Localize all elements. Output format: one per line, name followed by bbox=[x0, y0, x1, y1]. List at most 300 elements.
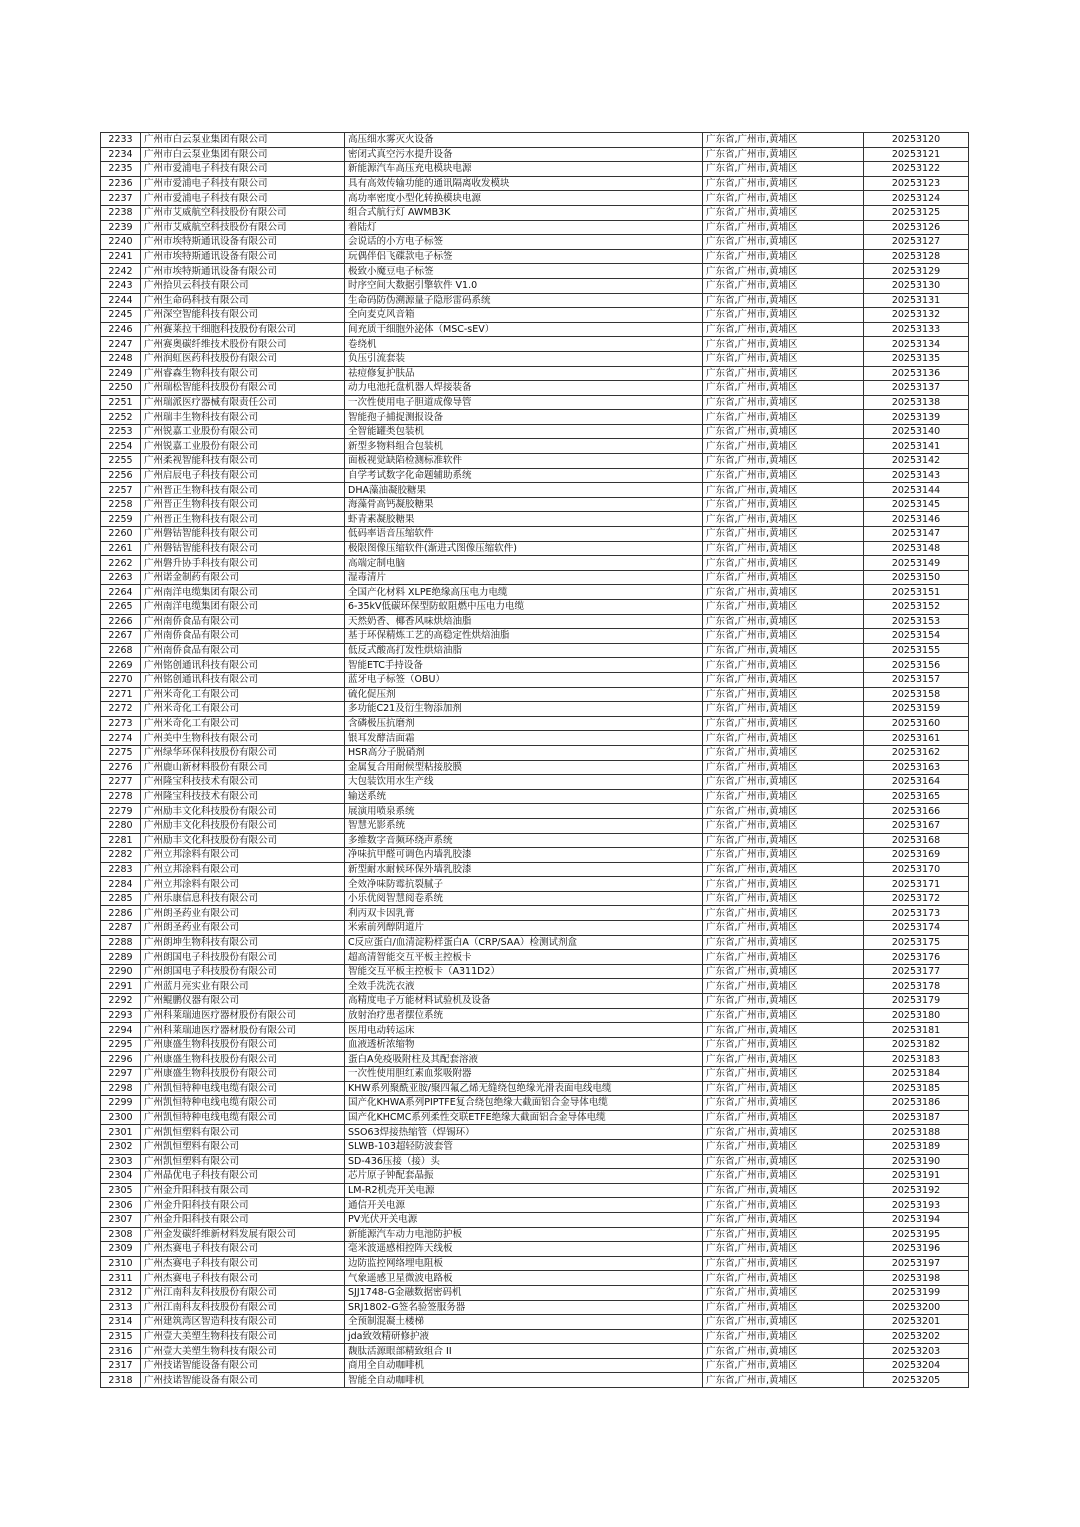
cert-code: 20253192 bbox=[864, 1183, 969, 1198]
table-row bbox=[101, 527, 969, 542]
region: 广东省,广州市,黄埔区 bbox=[703, 1139, 864, 1154]
product-name: 气象遥感卫星微波电路板 bbox=[345, 1271, 703, 1286]
cert-code: 20253159 bbox=[864, 702, 969, 717]
product-name: SRJ1802-G签名验签服务器 bbox=[345, 1300, 703, 1315]
table-row bbox=[101, 848, 969, 863]
region: 广东省,广州市,黄埔区 bbox=[703, 1256, 864, 1271]
row-number: 2266 bbox=[101, 614, 141, 629]
row-number: 2277 bbox=[101, 775, 141, 790]
row-number: 2263 bbox=[101, 570, 141, 585]
table-row bbox=[101, 1271, 969, 1286]
product-name: 智能全自动咖啡机 bbox=[345, 1373, 703, 1388]
cert-code: 20253146 bbox=[864, 512, 969, 527]
product-name: 高端定制电脑 bbox=[345, 556, 703, 571]
table-row bbox=[101, 994, 969, 1009]
cert-code: 20253180 bbox=[864, 1008, 969, 1023]
cert-code: 20253171 bbox=[864, 877, 969, 892]
company-name: 广州晋正生物科技有限公司 bbox=[141, 497, 345, 512]
region: 广东省,广州市,黄埔区 bbox=[703, 570, 864, 585]
product-name: SSO63焊接热缩管（焊锡环） bbox=[345, 1125, 703, 1140]
company-name: 广州乐康信息科技有限公司 bbox=[141, 891, 345, 906]
region: 广东省,广州市,黄埔区 bbox=[703, 395, 864, 410]
row-number: 2261 bbox=[101, 541, 141, 556]
company-name: 广州江南科友科技股份有限公司 bbox=[141, 1300, 345, 1315]
region: 广东省,广州市,黄埔区 bbox=[703, 1125, 864, 1140]
cert-code: 20253198 bbox=[864, 1271, 969, 1286]
product-name: 一次性使用电子胆道成像导管 bbox=[345, 395, 703, 410]
company-name: 广州绿华环保科技股份有限公司 bbox=[141, 745, 345, 760]
region: 广东省,广州市,黄埔区 bbox=[703, 585, 864, 600]
cert-code: 20253181 bbox=[864, 1023, 969, 1038]
table-row bbox=[101, 1227, 969, 1242]
cert-code: 20253148 bbox=[864, 541, 969, 556]
row-number: 2243 bbox=[101, 278, 141, 293]
region: 广东省,广州市,黄埔区 bbox=[703, 1198, 864, 1213]
table-row bbox=[101, 454, 969, 469]
region: 广东省,广州市,黄埔区 bbox=[703, 424, 864, 439]
row-number: 2299 bbox=[101, 1096, 141, 1111]
cert-code: 20253166 bbox=[864, 804, 969, 819]
product-name: 天然奶香、椰香风味烘焙油脂 bbox=[345, 614, 703, 629]
table-body bbox=[101, 133, 969, 1388]
region: 广东省,广州市,黄埔区 bbox=[703, 833, 864, 848]
cert-code: 20253189 bbox=[864, 1139, 969, 1154]
cert-code: 20253163 bbox=[864, 760, 969, 775]
row-number: 2239 bbox=[101, 220, 141, 235]
table-row bbox=[101, 1300, 969, 1315]
row-number: 2234 bbox=[101, 147, 141, 162]
company-name: 广州市爱浦电子科技有限公司 bbox=[141, 162, 345, 177]
company-name: 广州杰赛电子科技有限公司 bbox=[141, 1256, 345, 1271]
company-name: 广州杰赛电子科技有限公司 bbox=[141, 1271, 345, 1286]
product-name: 芯片原子钟配套晶振 bbox=[345, 1169, 703, 1184]
product-name: 银耳发酵洁面霜 bbox=[345, 731, 703, 746]
product-name: KHW系列聚酰亚胺/聚四氟乙烯无缝绕包绝缘光滑表面电线电缆 bbox=[345, 1081, 703, 1096]
row-number: 2282 bbox=[101, 848, 141, 863]
row-number: 2314 bbox=[101, 1315, 141, 1330]
company-name: 广州睿森生物科技有限公司 bbox=[141, 366, 345, 381]
company-name: 广州凯恒塑料有限公司 bbox=[141, 1139, 345, 1154]
region: 广东省,广州市,黄埔区 bbox=[703, 600, 864, 615]
cert-code: 20253178 bbox=[864, 979, 969, 994]
table-row bbox=[101, 906, 969, 921]
table-row bbox=[101, 877, 969, 892]
row-number: 2250 bbox=[101, 381, 141, 396]
cert-code: 20253140 bbox=[864, 424, 969, 439]
company-name: 广州磐升协手科技有限公司 bbox=[141, 556, 345, 571]
table-row bbox=[101, 585, 969, 600]
product-name: 低码率语音压缩软件 bbox=[345, 527, 703, 542]
table-row bbox=[101, 731, 969, 746]
product-name: C反应蛋白/血清淀粉样蛋白A（CRP/SAA）检测试剂盒 bbox=[345, 935, 703, 950]
region: 广东省,广州市,黄埔区 bbox=[703, 979, 864, 994]
cert-code: 20253141 bbox=[864, 439, 969, 454]
table-row bbox=[101, 1125, 969, 1140]
company-name: 广州米奇化工有限公司 bbox=[141, 716, 345, 731]
region: 广东省,广州市,黄埔区 bbox=[703, 439, 864, 454]
row-number: 2278 bbox=[101, 789, 141, 804]
row-number: 2307 bbox=[101, 1212, 141, 1227]
company-name: 广州隆宝科技技术有限公司 bbox=[141, 775, 345, 790]
table-row bbox=[101, 220, 969, 235]
cert-code: 20253179 bbox=[864, 994, 969, 1009]
company-name: 广州铭创通讯科技有限公司 bbox=[141, 672, 345, 687]
company-name: 广州励丰文化科技股份有限公司 bbox=[141, 818, 345, 833]
company-name: 广州市爱浦电子科技有限公司 bbox=[141, 176, 345, 191]
row-number: 2267 bbox=[101, 629, 141, 644]
region: 广东省,广州市,黄埔区 bbox=[703, 775, 864, 790]
cert-code: 20253177 bbox=[864, 964, 969, 979]
cert-code: 20253142 bbox=[864, 454, 969, 469]
cert-code: 20253136 bbox=[864, 366, 969, 381]
table-row bbox=[101, 1023, 969, 1038]
cert-code: 20253201 bbox=[864, 1315, 969, 1330]
row-number: 2311 bbox=[101, 1271, 141, 1286]
row-number: 2251 bbox=[101, 395, 141, 410]
row-number: 2274 bbox=[101, 731, 141, 746]
company-name: 广州南洋电缆集团有限公司 bbox=[141, 600, 345, 615]
region: 广东省,广州市,黄埔区 bbox=[703, 308, 864, 323]
cert-code: 20253145 bbox=[864, 497, 969, 512]
region: 广东省,广州市,黄埔区 bbox=[703, 1358, 864, 1373]
row-number: 2308 bbox=[101, 1227, 141, 1242]
table-row bbox=[101, 512, 969, 527]
row-number: 2265 bbox=[101, 600, 141, 615]
cert-code: 20253170 bbox=[864, 862, 969, 877]
table-row bbox=[101, 556, 969, 571]
company-name: 广州市埃特斯通讯设备有限公司 bbox=[141, 249, 345, 264]
company-name: 广州技诺智能设备有限公司 bbox=[141, 1358, 345, 1373]
company-name: 广州晶优电子科技有限公司 bbox=[141, 1169, 345, 1184]
table-row bbox=[101, 1329, 969, 1344]
company-name: 广州科莱瑞迪医疗器材股份有限公司 bbox=[141, 1008, 345, 1023]
region: 广东省,广州市,黄埔区 bbox=[703, 760, 864, 775]
row-number: 2295 bbox=[101, 1037, 141, 1052]
product-name: 放射治疗患者摆位系统 bbox=[345, 1008, 703, 1023]
product-name: 负压引流套装 bbox=[345, 351, 703, 366]
region: 广东省,广州市,黄埔区 bbox=[703, 1227, 864, 1242]
row-number: 2283 bbox=[101, 862, 141, 877]
cert-code: 20253168 bbox=[864, 833, 969, 848]
row-number: 2260 bbox=[101, 527, 141, 542]
product-name: 边防监控网络埋电阻板 bbox=[345, 1256, 703, 1271]
region: 广东省,广州市,黄埔区 bbox=[703, 1212, 864, 1227]
row-number: 2233 bbox=[101, 133, 141, 148]
product-name: 智慧光影系统 bbox=[345, 818, 703, 833]
company-name: 广州市白云泵业集团有限公司 bbox=[141, 147, 345, 162]
company-name: 广州康盛生物科技股份有限公司 bbox=[141, 1052, 345, 1067]
cert-code: 20253125 bbox=[864, 205, 969, 220]
table-row bbox=[101, 804, 969, 819]
company-name: 广州金升阳科技有限公司 bbox=[141, 1198, 345, 1213]
cert-code: 20253132 bbox=[864, 308, 969, 323]
region: 广东省,广州市,黄埔区 bbox=[703, 293, 864, 308]
product-name: 着陆灯 bbox=[345, 220, 703, 235]
company-name: 广州南侨食品有限公司 bbox=[141, 643, 345, 658]
product-name: 展演用喷泉系统 bbox=[345, 804, 703, 819]
company-name: 广州南洋电缆集团有限公司 bbox=[141, 585, 345, 600]
table-row bbox=[101, 1081, 969, 1096]
row-number: 2244 bbox=[101, 293, 141, 308]
company-name: 广州南侨食品有限公司 bbox=[141, 629, 345, 644]
product-name: 新型多物料组合包装机 bbox=[345, 439, 703, 454]
region: 广东省,广州市,黄埔区 bbox=[703, 381, 864, 396]
company-name: 广州米奇化工有限公司 bbox=[141, 687, 345, 702]
company-name: 广州鹿山新材料股份有限公司 bbox=[141, 760, 345, 775]
region: 广东省,广州市,黄埔区 bbox=[703, 1081, 864, 1096]
product-name: 会说话的小方电子标签 bbox=[345, 235, 703, 250]
product-name: 一次性使用胆红素血浆吸附器 bbox=[345, 1067, 703, 1082]
row-number: 2292 bbox=[101, 994, 141, 1009]
table-row bbox=[101, 600, 969, 615]
region: 广东省,广州市,黄埔区 bbox=[703, 921, 864, 936]
company-name: 广州康盛生物科技股份有限公司 bbox=[141, 1037, 345, 1052]
region: 广东省,广州市,黄埔区 bbox=[703, 1067, 864, 1082]
cert-code: 20253144 bbox=[864, 483, 969, 498]
cert-code: 20253175 bbox=[864, 935, 969, 950]
company-name: 广州建筑湾区智造科技有限公司 bbox=[141, 1315, 345, 1330]
region: 广东省,广州市,黄埔区 bbox=[703, 994, 864, 1009]
region: 广东省,广州市,黄埔区 bbox=[703, 1285, 864, 1300]
table-row bbox=[101, 1198, 969, 1213]
table-row bbox=[101, 935, 969, 950]
company-name: 广州朗坤生物科技有限公司 bbox=[141, 935, 345, 950]
table-row bbox=[101, 293, 969, 308]
company-name: 广州锐嘉工业股份有限公司 bbox=[141, 424, 345, 439]
row-number: 2290 bbox=[101, 964, 141, 979]
region: 广东省,广州市,黄埔区 bbox=[703, 891, 864, 906]
product-list-table bbox=[100, 132, 969, 1388]
product-name: 小乐优阅智慧阅卷系统 bbox=[345, 891, 703, 906]
region: 广东省,广州市,黄埔区 bbox=[703, 1300, 864, 1315]
company-name: 广州市艾威航空科技股份有限公司 bbox=[141, 220, 345, 235]
company-name: 广州市埃特斯通讯设备有限公司 bbox=[141, 264, 345, 279]
product-name: 国产化KHWA系列PIPTFE复合绕包绝缘大截面铝合金导体电缆 bbox=[345, 1096, 703, 1111]
product-name: 智能ETC手持设备 bbox=[345, 658, 703, 673]
table-row bbox=[101, 891, 969, 906]
company-name: 广州蓝月亮实业有限公司 bbox=[141, 979, 345, 994]
row-number: 2262 bbox=[101, 556, 141, 571]
row-number: 2313 bbox=[101, 1300, 141, 1315]
product-name: 间充质干细胞外泌体（MSC-sEV） bbox=[345, 322, 703, 337]
cert-code: 20253188 bbox=[864, 1125, 969, 1140]
region: 广东省,广州市,黄埔区 bbox=[703, 672, 864, 687]
table-row bbox=[101, 672, 969, 687]
product-name: 利丙双卡因乳膏 bbox=[345, 906, 703, 921]
cert-code: 20253154 bbox=[864, 629, 969, 644]
company-name: 广州诺金制药有限公司 bbox=[141, 570, 345, 585]
product-name: 6-35kV低碳环保型防蚁阻燃中压电力电缆 bbox=[345, 600, 703, 615]
region: 广东省,广州市,黄埔区 bbox=[703, 804, 864, 819]
region: 广东省,广州市,黄埔区 bbox=[703, 147, 864, 162]
table-row bbox=[101, 424, 969, 439]
cert-code: 20253158 bbox=[864, 687, 969, 702]
product-name: 超高清智能交互平板主控板卡 bbox=[345, 950, 703, 965]
company-name: 广州深空智能科技有限公司 bbox=[141, 308, 345, 323]
region: 广东省,广州市,黄埔区 bbox=[703, 410, 864, 425]
cert-code: 20253129 bbox=[864, 264, 969, 279]
row-number: 2305 bbox=[101, 1183, 141, 1198]
product-name: 全向麦克风音箱 bbox=[345, 308, 703, 323]
row-number: 2270 bbox=[101, 672, 141, 687]
row-number: 2246 bbox=[101, 322, 141, 337]
table-row bbox=[101, 702, 969, 717]
region: 广东省,广州市,黄埔区 bbox=[703, 235, 864, 250]
region: 广东省,广州市,黄埔区 bbox=[703, 556, 864, 571]
cert-code: 20253173 bbox=[864, 906, 969, 921]
cert-code: 20253167 bbox=[864, 818, 969, 833]
cert-code: 20253134 bbox=[864, 337, 969, 352]
cert-code: 20253127 bbox=[864, 235, 969, 250]
row-number: 2240 bbox=[101, 235, 141, 250]
row-number: 2241 bbox=[101, 249, 141, 264]
product-name: 含磷极压抗磨剂 bbox=[345, 716, 703, 731]
table-row bbox=[101, 381, 969, 396]
table-row bbox=[101, 147, 969, 162]
company-name: 广州技诺智能设备有限公司 bbox=[141, 1373, 345, 1388]
cert-code: 20253155 bbox=[864, 643, 969, 658]
row-number: 2316 bbox=[101, 1344, 141, 1359]
product-name: 高功率密度小型化转换模块电源 bbox=[345, 191, 703, 206]
company-name: 广州晋正生物科技有限公司 bbox=[141, 483, 345, 498]
product-name: 玩偶伴侣飞碟款电子标签 bbox=[345, 249, 703, 264]
row-number: 2300 bbox=[101, 1110, 141, 1125]
cert-code: 20253149 bbox=[864, 556, 969, 571]
region: 广东省,广州市,黄埔区 bbox=[703, 133, 864, 148]
product-name: 祛痘修复护肤品 bbox=[345, 366, 703, 381]
table-row bbox=[101, 395, 969, 410]
cert-code: 20253120 bbox=[864, 133, 969, 148]
cert-code: 20253162 bbox=[864, 745, 969, 760]
cert-code: 20253147 bbox=[864, 527, 969, 542]
row-number: 2259 bbox=[101, 512, 141, 527]
cert-code: 20253165 bbox=[864, 789, 969, 804]
cert-code: 20253191 bbox=[864, 1169, 969, 1184]
company-name: 广州凯恒特种电线电缆有限公司 bbox=[141, 1096, 345, 1111]
company-name: 广州美中生物科技有限公司 bbox=[141, 731, 345, 746]
region: 广东省,广州市,黄埔区 bbox=[703, 614, 864, 629]
company-name: 广州凯恒塑料有限公司 bbox=[141, 1125, 345, 1140]
row-number: 2318 bbox=[101, 1373, 141, 1388]
row-number: 2235 bbox=[101, 162, 141, 177]
company-name: 广州隆宝科技技术有限公司 bbox=[141, 789, 345, 804]
region: 广东省,广州市,黄埔区 bbox=[703, 176, 864, 191]
region: 广东省,广州市,黄埔区 bbox=[703, 454, 864, 469]
product-name: 新能源汽车动力电池防护板 bbox=[345, 1227, 703, 1242]
table-row bbox=[101, 716, 969, 731]
table-row bbox=[101, 366, 969, 381]
cert-code: 20253151 bbox=[864, 585, 969, 600]
product-name: LM-R2机壳开关电源 bbox=[345, 1183, 703, 1198]
product-name: SJJ1748-G金融数据密码机 bbox=[345, 1285, 703, 1300]
row-number: 2268 bbox=[101, 643, 141, 658]
cert-code: 20253183 bbox=[864, 1052, 969, 1067]
company-name: 广州市白云泵业集团有限公司 bbox=[141, 133, 345, 148]
table-row bbox=[101, 308, 969, 323]
product-name: 毫米波遥感相控阵天线板 bbox=[345, 1242, 703, 1257]
row-number: 2255 bbox=[101, 454, 141, 469]
company-name: 广州凯恒塑料有限公司 bbox=[141, 1154, 345, 1169]
product-name: 组合式航行灯 AWMB3K bbox=[345, 205, 703, 220]
region: 广东省,广州市,黄埔区 bbox=[703, 906, 864, 921]
company-name: 广州江南科友科技股份有限公司 bbox=[141, 1285, 345, 1300]
table-row bbox=[101, 1037, 969, 1052]
product-name: 净味抗甲醛可调色内墙乳胶漆 bbox=[345, 848, 703, 863]
table-row bbox=[101, 789, 969, 804]
cert-code: 20253128 bbox=[864, 249, 969, 264]
product-name: 蓝牙电子标签（OBU） bbox=[345, 672, 703, 687]
company-name: 广州康盛生物科技股份有限公司 bbox=[141, 1067, 345, 1082]
cert-code: 20253139 bbox=[864, 410, 969, 425]
company-name: 广州瑞派医疗器械有限责任公司 bbox=[141, 395, 345, 410]
region: 广东省,广州市,黄埔区 bbox=[703, 1183, 864, 1198]
region: 广东省,广州市,黄埔区 bbox=[703, 818, 864, 833]
region: 广东省,广州市,黄埔区 bbox=[703, 468, 864, 483]
table-row bbox=[101, 337, 969, 352]
row-number: 2249 bbox=[101, 366, 141, 381]
region: 广东省,广州市,黄埔区 bbox=[703, 497, 864, 512]
table-row bbox=[101, 1212, 969, 1227]
product-name: 时序空间大数据引擎软件 V1.0 bbox=[345, 278, 703, 293]
region: 广东省,广州市,黄埔区 bbox=[703, 1110, 864, 1125]
region: 广东省,广州市,黄埔区 bbox=[703, 191, 864, 206]
product-name: 虾青素凝胶糖果 bbox=[345, 512, 703, 527]
table-row bbox=[101, 979, 969, 994]
row-number: 2254 bbox=[101, 439, 141, 454]
table-row bbox=[101, 1358, 969, 1373]
row-number: 2317 bbox=[101, 1358, 141, 1373]
company-name: 广州晋正生物科技有限公司 bbox=[141, 512, 345, 527]
region: 广东省,广州市,黄埔区 bbox=[703, 702, 864, 717]
product-name: 输送系统 bbox=[345, 789, 703, 804]
cert-code: 20253202 bbox=[864, 1329, 969, 1344]
table-row bbox=[101, 468, 969, 483]
cert-code: 20253156 bbox=[864, 658, 969, 673]
product-name: 高精度电子万能材料试验机及设备 bbox=[345, 994, 703, 1009]
table-row bbox=[101, 818, 969, 833]
table-row bbox=[101, 162, 969, 177]
row-number: 2289 bbox=[101, 950, 141, 965]
product-name: 馥肽活源眼部精致组合 II bbox=[345, 1344, 703, 1359]
row-number: 2285 bbox=[101, 891, 141, 906]
cert-code: 20253135 bbox=[864, 351, 969, 366]
region: 广东省,广州市,黄埔区 bbox=[703, 1023, 864, 1038]
region: 广东省,广州市,黄埔区 bbox=[703, 745, 864, 760]
product-name: 新型耐水耐候环保外墙乳胶漆 bbox=[345, 862, 703, 877]
cert-code: 20253196 bbox=[864, 1242, 969, 1257]
row-number: 2276 bbox=[101, 760, 141, 775]
region: 广东省,广州市,黄埔区 bbox=[703, 205, 864, 220]
cert-code: 20253200 bbox=[864, 1300, 969, 1315]
table-row bbox=[101, 950, 969, 965]
company-name: 广州瑞丰生物科技有限公司 bbox=[141, 410, 345, 425]
region: 广东省,广州市,黄埔区 bbox=[703, 366, 864, 381]
company-name: 广州朗国电子科技股份有限公司 bbox=[141, 950, 345, 965]
cert-code: 20253133 bbox=[864, 322, 969, 337]
table-row bbox=[101, 833, 969, 848]
product-name: 极致小魔豆电子标签 bbox=[345, 264, 703, 279]
cert-code: 20253194 bbox=[864, 1212, 969, 1227]
product-name: 全效手洗洗衣液 bbox=[345, 979, 703, 994]
row-number: 2297 bbox=[101, 1067, 141, 1082]
company-name: 广州市爱浦电子科技有限公司 bbox=[141, 191, 345, 206]
table-row bbox=[101, 133, 969, 148]
row-number: 2284 bbox=[101, 877, 141, 892]
region: 广东省,广州市,黄埔区 bbox=[703, 848, 864, 863]
row-number: 2272 bbox=[101, 702, 141, 717]
product-name: 生命码防伪溯源量子隐形雷码系统 bbox=[345, 293, 703, 308]
product-name: 卷绕机 bbox=[345, 337, 703, 352]
